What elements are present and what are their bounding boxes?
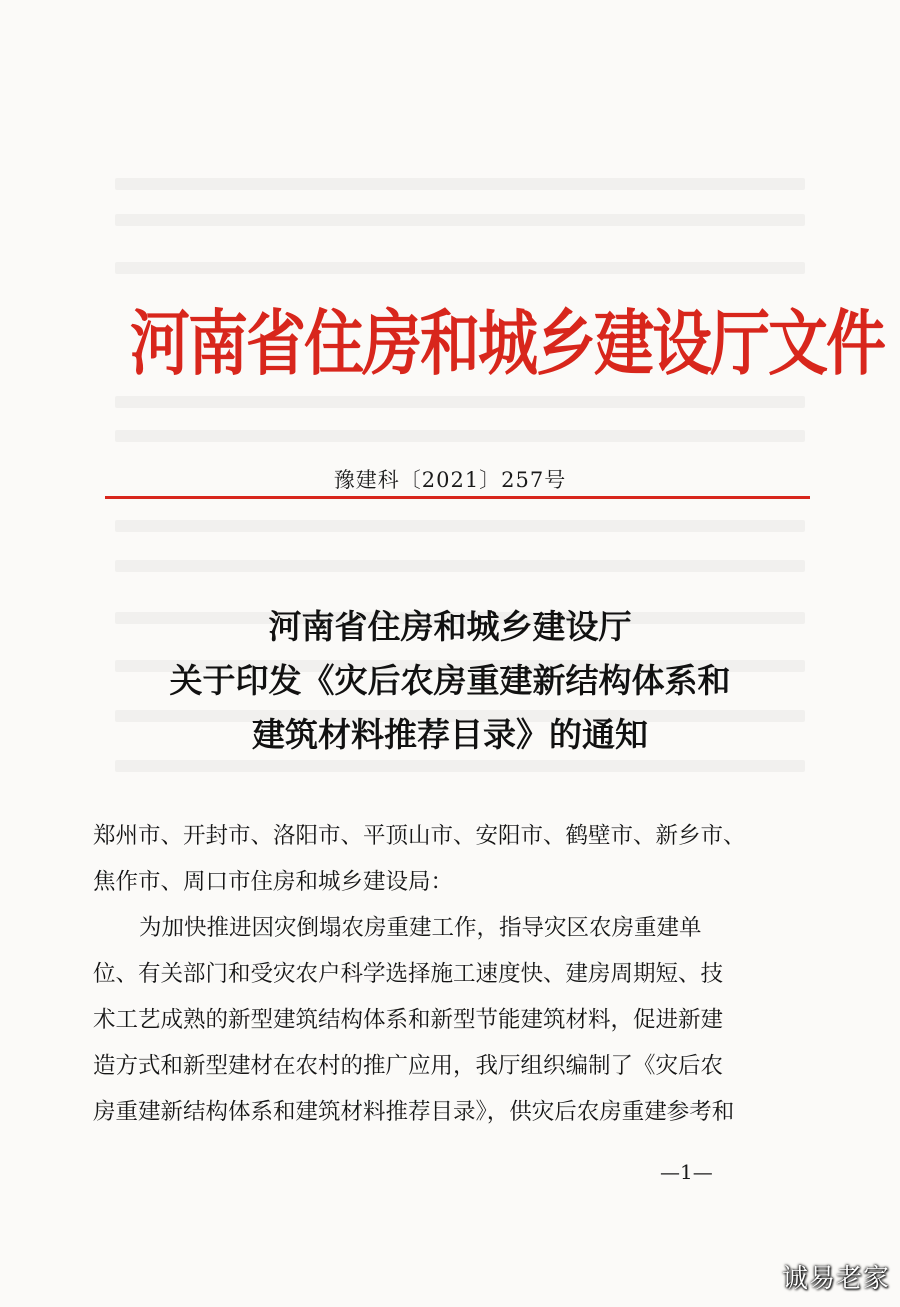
paragraph-line: 房重建新结构体系和建筑材料推荐目录》，供灾后农房重建参考和 bbox=[93, 1099, 735, 1125]
red-separator-line bbox=[105, 496, 810, 499]
addressee-line: 郑州市、开封市、洛阳市、平顶山市、安阳市、鹤壁市、新乡市、 bbox=[93, 823, 746, 849]
notice-title-line: 关于印发《灾后农房重建新结构体系和 bbox=[169, 661, 731, 700]
bleed-through-line bbox=[115, 560, 805, 572]
body-text bbox=[93, 813, 783, 1135]
notice-title bbox=[0, 600, 900, 762]
addressee-line: 焦作市、周口市住房和城乡建设局： bbox=[93, 869, 454, 895]
document-header-title: 河南省住房和城乡建设厅文件 bbox=[130, 303, 884, 386]
notice-title-line: 建筑材料推荐目录》的通知 bbox=[252, 715, 648, 754]
paragraph-line: 位、有关部门和受灾农户科学选择施工速度快、建房周期短、技 bbox=[93, 961, 724, 987]
page-number: —1— bbox=[660, 1160, 713, 1184]
bleed-through-line bbox=[115, 430, 805, 442]
bleed-through-line bbox=[115, 520, 805, 532]
document-number: 豫建科〔2021〕257号 bbox=[333, 468, 567, 492]
bleed-through-line bbox=[115, 178, 805, 190]
bleed-through-line bbox=[115, 214, 805, 226]
bleed-through-line bbox=[115, 396, 805, 408]
paragraph-line: 为加快推进因灾倒塌农房重建工作，指导灾区农房重建单 bbox=[139, 915, 702, 941]
bleed-through-line bbox=[115, 262, 805, 274]
paragraph-line: 造方式和新型建材在农村的推广应用，我厅组织编制了《灾后农 bbox=[93, 1053, 724, 1079]
notice-title-line: 河南省住房和城乡建设厅 bbox=[268, 607, 632, 646]
paragraph-line: 术工艺成熟的新型建筑结构体系和新型节能建筑材料，促进新建 bbox=[93, 1007, 724, 1033]
watermark: 诚易老家 bbox=[781, 1264, 890, 1294]
